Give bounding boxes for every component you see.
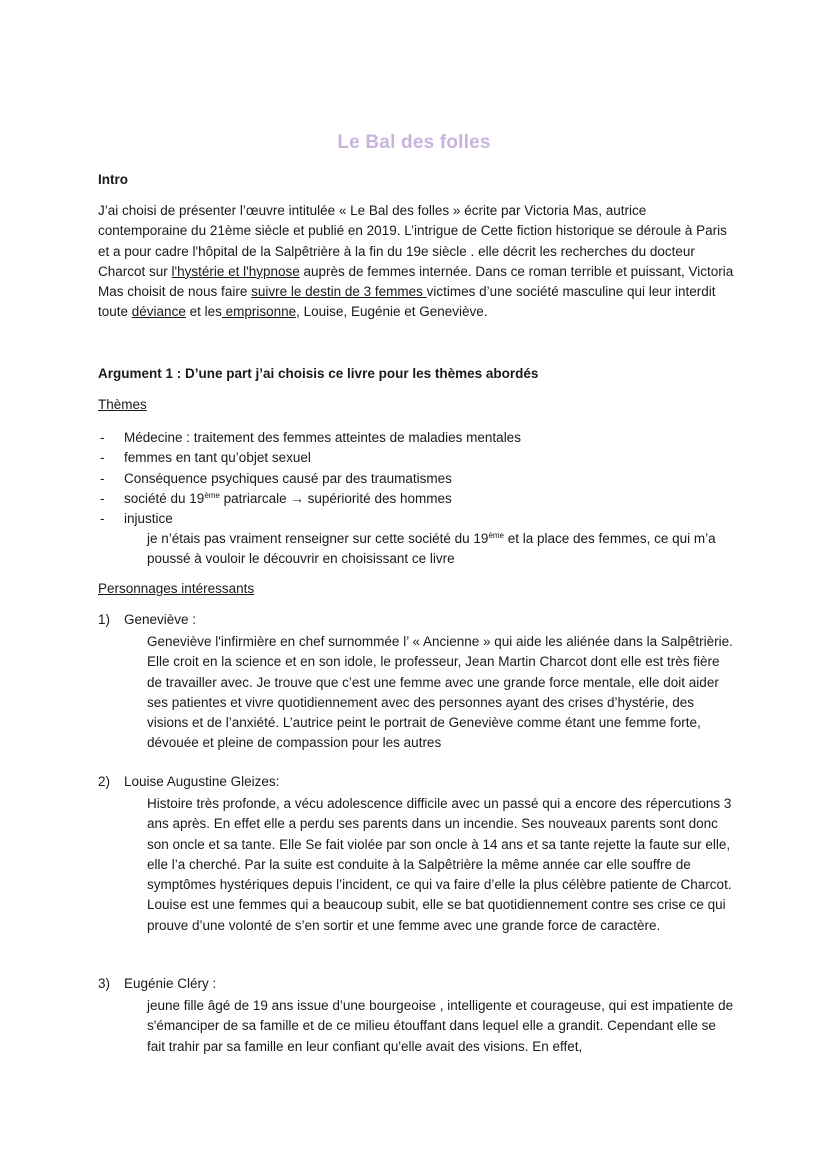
intro-text: , Louise, Eugénie et Geneviève.	[296, 304, 488, 320]
list-item	[98, 469, 521, 489]
intro-paragraph	[98, 201, 738, 323]
character-number: 1)	[98, 612, 111, 627]
document-title: Le Bal des folles	[337, 132, 491, 153]
dash-bullet-icon: -	[100, 511, 105, 527]
intro-text: auprès de femmes internée. Dans ce roman terrible et puissant, Victoria Mas choisit de nous faire	[98, 263, 734, 300]
intro-underline-hysteria: l'hystérie et l'hypnose	[171, 263, 300, 279]
comment-text: je n’étais pas vraiment renseigner sur cette société du 19	[147, 531, 489, 546]
character-description: Histoire très profonde, a vécu adolescence difficile avec un passé qui a encore des répercutions 3 ans après. En effet elle a perdu ses parents dans un incendie. Ses nouveaux parents sont donc son oncle et sa tante. Elle Se fait violée par son oncle à 14 ans et sa tante rejette la faute sur elle, elle l’a cherché. Par la suite est conduite à la Salpêtrière la même année car elle souffre de symptômes hystériques depuis l’incident, ce qui va faire d’elle la plus célèbre patiente de Charcot. Louise est une femmes qui a beaucoup subit, elle se bat quotidiennement contre ses crise ce qui prouve d’une volonté de s’en sortir et une femme avec une grande force de caractère.	[147, 796, 732, 933]
character-description: Geneviève l'infirmière en chef surnommée l’ « Ancienne » qui aide les aliénée dans la Salpêtrièrie. Elle croit en la science et en son idole, le professeur, Jean Martin Charcot dont elle est très fière de travailler avec. Je trouve que c’est une femme avec une grande force mentale, elle doit aider ses patientes et vivre quotidiennement avec des personnes ayant des crises d’hystérie, des visions et de l’anxiété. L’autrice peint le portrait de Geneviève comme étant une femme forte, dévouée et pleine de compassion pour les autres	[147, 634, 733, 751]
comment-text: et la place des femmes, ce qui m’a poussé à vouloir le découvrir en choisissant ce livre	[147, 531, 716, 567]
superscript: ème	[488, 531, 504, 540]
theme-text: patriarcale → supériorité des hommes	[219, 490, 452, 506]
theme-text: femmes en tant qu’objet sexuel	[124, 450, 311, 466]
character-name: Geneviève :	[124, 612, 197, 627]
intro-heading: Intro	[98, 172, 128, 187]
intro-text: et les	[185, 304, 222, 320]
character-title	[98, 976, 216, 991]
theme-text: injustice	[124, 511, 173, 527]
themes-list	[98, 428, 521, 529]
list-item	[98, 428, 521, 448]
list-item	[98, 489, 521, 509]
character-number: 2)	[98, 774, 111, 789]
intro-text: J’ai choisi de présenter l’œuvre intitulée « Le Bal des folles » écrite par Victoria Mas, autrice contemporaine du 21ème siècle et publié en 2019. L’intrigue de Cette fiction historique se déroule à Paris et a pour cadre l'hôpital de la Salpêtrière à la fin du 19e siècle . elle décrit les recherches du docteur Charcot sur	[98, 203, 727, 279]
themes-comment	[147, 529, 737, 570]
dash-bullet-icon: -	[100, 430, 105, 445]
theme-text: Conséquence psychiques causé par des traumatismes	[124, 470, 452, 486]
character-title	[98, 612, 196, 627]
character-number: 3)	[98, 976, 111, 991]
characters-heading: Personnages intéressants	[98, 581, 255, 596]
argument-1-heading: Argument 1 : D’une part j’ai choisis ce livre pour les thèmes abordés	[98, 366, 539, 381]
superscript: ème	[204, 490, 220, 500]
themes-heading: Thèmes	[98, 397, 147, 412]
intro-text: victimes d’une société masculine qui leur interdit toute	[98, 284, 716, 320]
character-title	[98, 774, 279, 789]
dash-bullet-icon: -	[100, 450, 105, 466]
theme-text: Médecine : traitement des femmes atteintes de maladies mentales	[124, 430, 521, 445]
list-item	[98, 509, 521, 529]
dash-bullet-icon: -	[100, 470, 105, 486]
list-item	[98, 448, 521, 468]
theme-text: société du 19	[124, 490, 205, 506]
character-name: Louise Augustine Gleizes:	[124, 774, 280, 789]
intro-underline-destiny: suivre le destin de 3 femmes	[251, 284, 427, 300]
intro-underline-deviance: déviance	[131, 304, 186, 320]
intro-underline-emprisonne: emprisonne	[221, 304, 297, 320]
character-description: jeune fille âgé de 19 ans issue d’une bourgeoise , intelligente et courageuse, qui est impatiente de s'émanciper de sa famille et de ce milieu étouffant dans lequel elle a grandit. Cependant elle se fait trahir par sa famille en leur confiant qu'elle avait des visions. En effet,	[147, 998, 734, 1054]
character-name: Eugénie Cléry :	[124, 976, 217, 991]
dash-bullet-icon: -	[100, 490, 105, 506]
